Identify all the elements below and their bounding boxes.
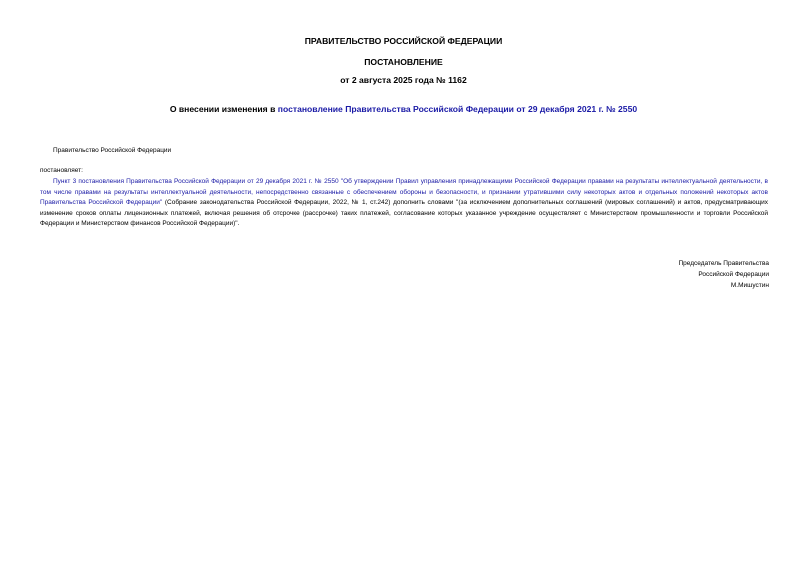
decrees-line: постановляет: [40, 167, 83, 174]
subject-link[interactable]: постановление Правительства Российской Федерации от 29 декабря 2021 г. № 2550 [277, 104, 638, 114]
government-title: ПРАВИТЕЛЬСТВО РОССИЙСКОЙ ФЕДЕРАЦИИ [304, 36, 503, 46]
issuer-line: Правительство Российской Федерации [53, 147, 172, 154]
signature-name: М.Мишустин [730, 282, 769, 289]
signature-block [678, 258, 769, 291]
subject-prefix: О внесении изменения в [169, 104, 278, 114]
main-paragraph [40, 177, 768, 230]
signature-position: Председатель Правительства [678, 260, 769, 267]
document-date-number: от 2 августа 2025 года № 1162 [340, 75, 467, 85]
paragraph-text: (Собрание законодательства Российской Федерации, 2022, № 1, ст.242) дополнить словами "(за исключением дополнительных соглашений (мировых соглашений) и актов, предусматривающих изменение сроков оплаты лицензионных платежей, включая решения об отсрочке (рассрочке) таких платежей, согласование которых указанное учреждение осуществляет с Министерством промышленности и торговли Российской Федерации и Министерством финансов Российской Федерации)". [40, 199, 768, 227]
document-type: ПОСТАНОВЛЕНИЕ [364, 57, 443, 67]
document-subject [0, 104, 807, 115]
signature-organization: Российской Федерации [698, 271, 769, 278]
paragraph-link[interactable]: Пункт 3 постановления Правительства Российской Федерации от 29 декабря 2021 г. № 2550 "Об утверждении Правил управления принадлежащими Российской Федерации правами на результаты интеллектуальной деятельности, в том числе правами на результаты интеллектуальной деятельности, непосредственно связанные с обеспечением обороны и безопасности, и признании утратившими силу некоторых актов и отдельных положений некоторых актов Правительства Российской Федерации" [40, 178, 768, 206]
